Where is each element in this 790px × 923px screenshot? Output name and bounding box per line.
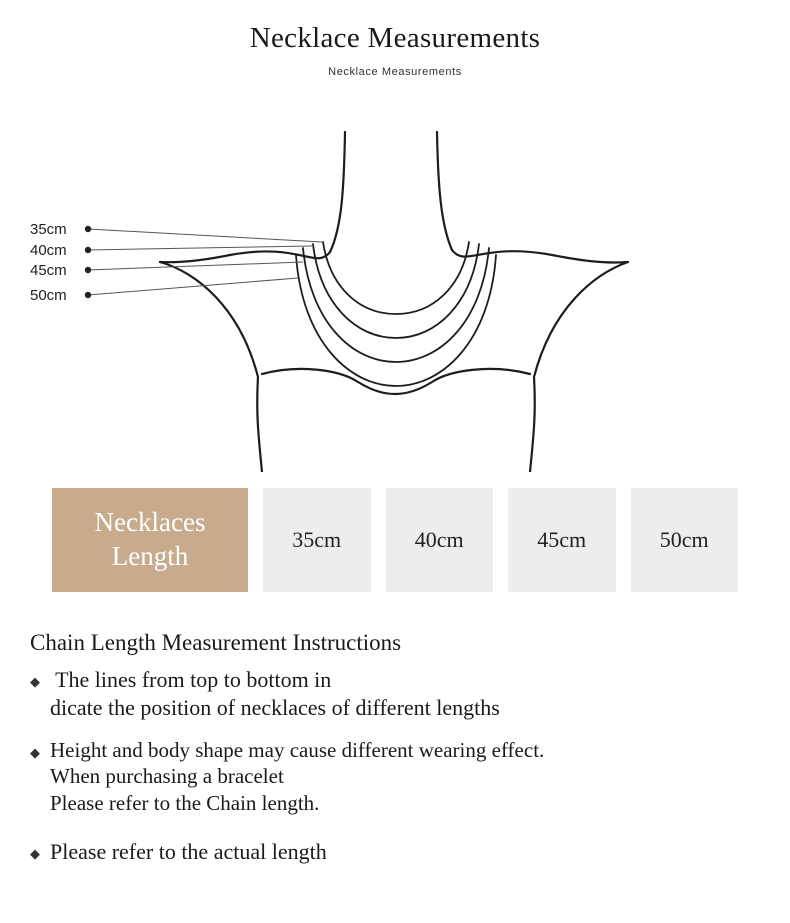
instruction-item-2: [30, 737, 770, 816]
instruction-2-line-3: Please refer to the Chain length.: [50, 790, 320, 815]
table-cell-35cm: 35cm: [263, 488, 371, 592]
instruction-item-1: [30, 666, 770, 721]
instruction-2-line-2: When purchasing a bracelet: [50, 764, 284, 789]
page-subtitle: Necklace Measurements: [328, 66, 462, 78]
length-label-35: 35cm: [30, 221, 67, 238]
instruction-2-line-1: Height and body shape may cause different wearing effect.: [50, 738, 545, 762]
table-cell-50cm: 50cm: [631, 488, 739, 592]
table-cell-40cm: 40cm: [386, 488, 494, 592]
table-header-line1: Necklaces: [94, 507, 206, 538]
diamond-bullet-icon: ◆: [30, 845, 40, 861]
instructions-title: Chain Length Measurement Instructions: [30, 630, 402, 655]
instruction-3-line-1: Please refer to the actual length: [50, 838, 327, 864]
length-table: [52, 488, 738, 592]
necklace-diagram: [0, 92, 790, 472]
table-header-cell: [52, 488, 248, 592]
instruction-item-3: [30, 838, 770, 866]
instruction-1-line-2: dicate the position of necklaces of different lengths: [50, 694, 500, 720]
instruction-1-line-1: The lines from top to bottom in: [50, 667, 332, 692]
length-label-50: 50cm: [30, 287, 67, 304]
length-label-45: 45cm: [30, 262, 67, 279]
instructions-section: [30, 630, 770, 881]
table-header-line2: Length: [111, 541, 189, 571]
length-label-40: 40cm: [30, 242, 67, 259]
diamond-bullet-icon: ◆: [30, 745, 40, 760]
diamond-bullet-icon: ◆: [30, 674, 40, 689]
page-title: Necklace Measurements: [249, 22, 541, 54]
table-cell-45cm: 45cm: [508, 488, 616, 592]
